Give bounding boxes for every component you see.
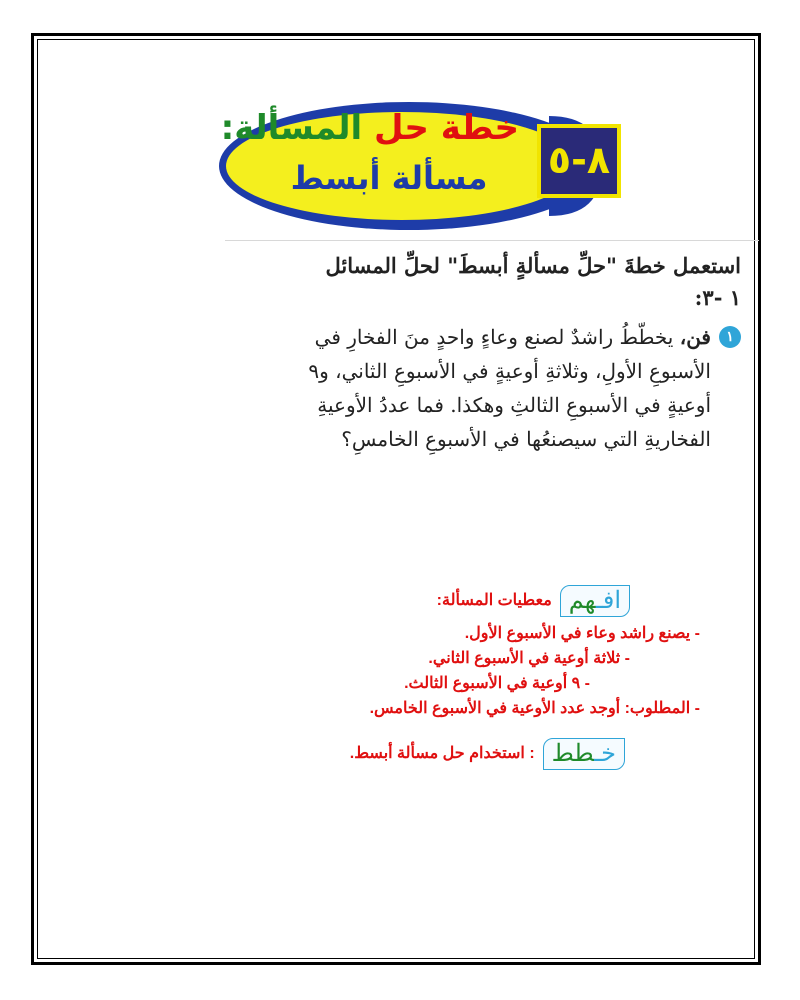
plan-text: : استخدام حل مسألة أبسط. bbox=[349, 745, 535, 763]
understand-lines bbox=[180, 621, 750, 721]
problem-topic: فن، bbox=[679, 325, 711, 349]
given-line: - يصنع راشد وعاء في الأسبوع الأول. bbox=[464, 625, 700, 642]
given-line: - ثلاثة أوعية في الأسبوع الثاني. bbox=[428, 650, 630, 667]
understand-section bbox=[180, 585, 750, 721]
understand-heading: معطيات المسألة: bbox=[436, 592, 552, 610]
given-line: - ٩ أوعية في الأسبوع الثالث. bbox=[404, 675, 590, 692]
understand-heading-row bbox=[180, 585, 750, 617]
lesson-number-badge: ٨-٥ bbox=[537, 124, 621, 198]
banner-title-part3: المسألة: bbox=[220, 108, 363, 148]
divider bbox=[225, 240, 759, 241]
banner-title bbox=[220, 104, 519, 152]
banner-title-part1: خطة bbox=[440, 108, 519, 148]
plan-row bbox=[180, 738, 750, 770]
given-line: - المطلوب: أوجد عدد الأوعية في الأسبوع الخامس. bbox=[369, 700, 700, 717]
plan-tag: خـطط bbox=[543, 738, 625, 770]
banner-subtitle: مسألة أبسط bbox=[290, 159, 488, 197]
problem-text: يخطّطُ راشدٌ لصنع وعاءٍ واحدٍ منَ الفخارِ في الأسبوعِ الأولِ، وثلاثةِ أوعيةٍ في الأسبوعِ الثاني، و٩ أوعيةٍ في الأسبوعِ الثالثِ وهكذا. فما عددُ الأوعيةِ الفخاريةِ التي سيصنعُها في الأسبوعِ الخامسِ؟ bbox=[308, 325, 711, 451]
problem-item bbox=[273, 320, 759, 456]
problem-number-badge: ١ bbox=[719, 326, 741, 348]
understand-tag: افـهم bbox=[560, 585, 630, 617]
problem-section bbox=[225, 240, 759, 456]
plan-section bbox=[180, 738, 750, 770]
lesson-banner bbox=[214, 96, 644, 236]
instruction-text: استعمل خطةَ "حلِّ مسألةٍ أبسطَ" لحلِّ المسائل ١ -٣: bbox=[325, 253, 741, 310]
banner-title-part2: حل bbox=[374, 108, 429, 148]
